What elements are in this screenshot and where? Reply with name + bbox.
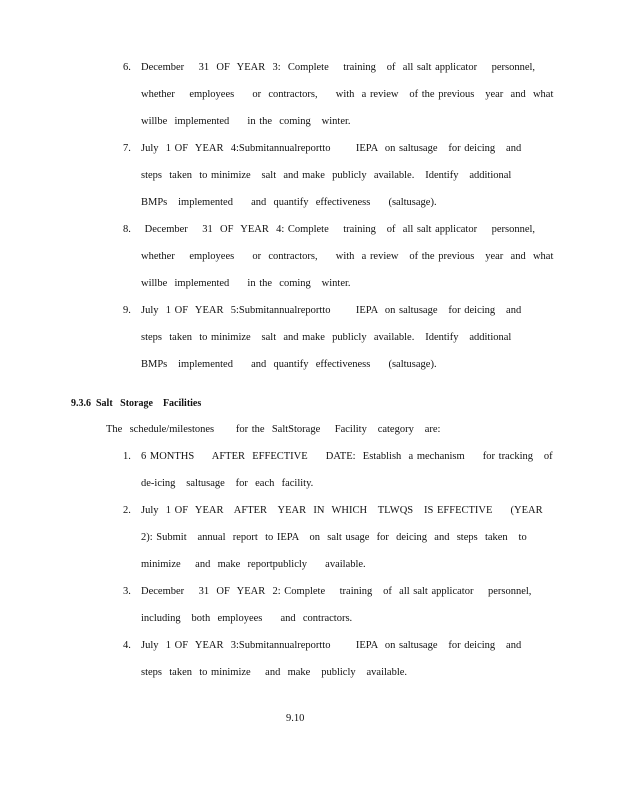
list-item-text: July 1 OF YEAR 3:Submitannualreportto IEPA on saltusage for deicing and: [141, 640, 522, 651]
list-number: 8.: [123, 224, 131, 235]
list-item-text: whether employees or contractors, with a review of the previous year and what: [141, 89, 554, 100]
list-item-text: December 31 OF YEAR 2: Complete training of all salt applicator personnel,: [141, 586, 532, 597]
list-number: 2.: [123, 505, 131, 516]
list-item-text: December 31 OF YEAR 3: Complete training of all salt applicator personnel,: [141, 62, 536, 73]
section-intro: The schedule/milestones for the SaltStorage Facility category are:: [106, 424, 441, 435]
section-heading: 9.3.6 Salt Storage Facilities: [71, 398, 202, 409]
list-item-text: willbe implemented in the coming winter.: [141, 116, 351, 127]
list-item-text: de-icing saltusage for each facility.: [141, 478, 314, 489]
list-item-text: minimize and make reportpublicly available.: [141, 559, 366, 570]
list-item-text: July 1 OF YEAR 4:Submitannualreportto IEPA on saltusage for deicing and: [141, 143, 522, 154]
list-item-text: steps taken to minimize salt and make publicly available. Identify additional: [141, 332, 512, 343]
list-number: 9.: [123, 305, 131, 316]
list-item-text: steps taken to minimize and make publicly available.: [141, 667, 408, 678]
list-item-text: July 1 OF YEAR 5:Submitannualreportto IEPA on saltusage for deicing and: [141, 305, 522, 316]
list-number: 7.: [123, 143, 131, 154]
page-number: 9.10: [286, 713, 305, 724]
list-item-text: July 1 OF YEAR AFTER YEAR IN WHICH TLWQS IS EFFECTIVE (YEAR: [141, 505, 543, 516]
list-number: 6.: [123, 62, 131, 73]
list-item-text: 2): Submit annual report to IEPA on salt usage for deicing and steps taken to: [141, 532, 527, 543]
list-item-text: steps taken to minimize salt and make publicly available. Identify additional: [141, 170, 512, 181]
list-item-text: 6 MONTHS AFTER EFFECTIVE DATE: Establish a mechanism for tracking of: [141, 451, 553, 462]
list-item-text: willbe implemented in the coming winter.: [141, 278, 351, 289]
list-number: 4.: [123, 640, 131, 651]
list-item-text: whether employees or contractors, with a review of the previous year and what: [141, 251, 554, 262]
list-item-text: including both employees and contractors.: [141, 613, 353, 624]
list-item-text: BMPs implemented and quantify effectiveness (saltusage).: [141, 359, 437, 370]
list-number: 3.: [123, 586, 131, 597]
list-item-text: BMPs implemented and quantify effectiveness (saltusage).: [141, 197, 437, 208]
list-item-text: December 31 OF YEAR 4: Complete training of all salt applicator personnel,: [141, 224, 536, 235]
list-number: 1.: [123, 451, 131, 462]
